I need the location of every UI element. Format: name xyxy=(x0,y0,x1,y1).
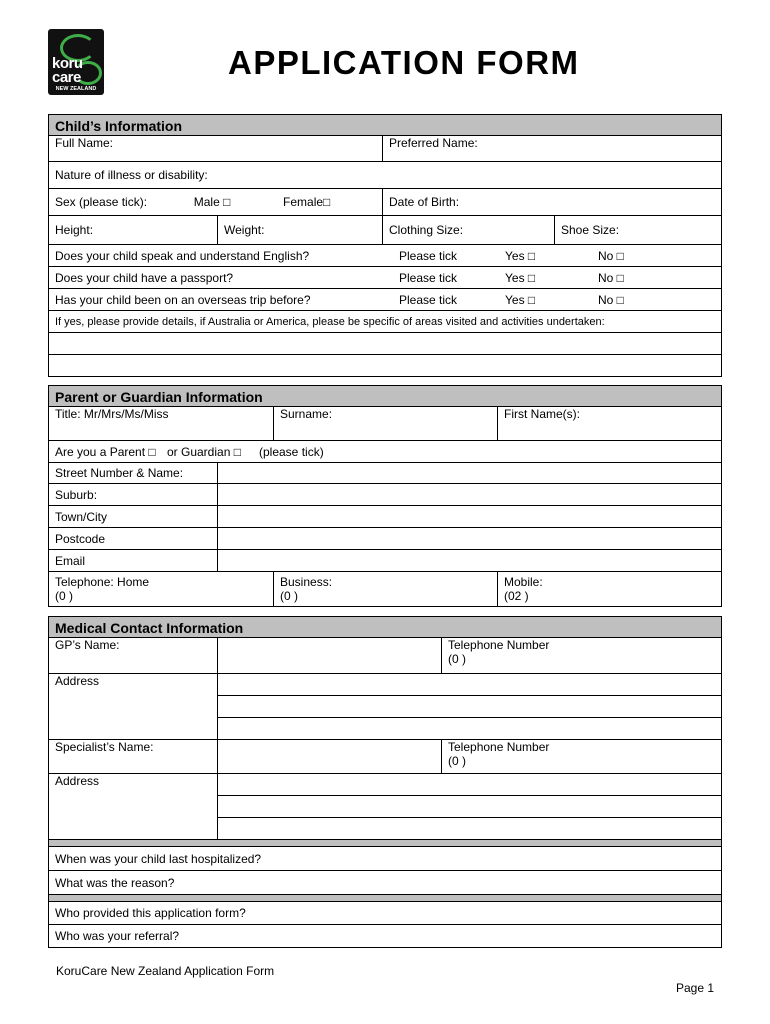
details-line[interactable] xyxy=(49,355,722,377)
divider xyxy=(49,840,722,847)
town-label: Town/City xyxy=(49,506,218,528)
section-heading: Child’s Information xyxy=(49,115,722,136)
reason-field[interactable]: What was the reason? xyxy=(49,871,722,895)
address-line[interactable] xyxy=(218,818,722,840)
postcode-input[interactable] xyxy=(218,528,722,550)
full-name-field[interactable]: Full Name: xyxy=(49,136,383,162)
page-number: Page 1 xyxy=(676,981,715,995)
female-checkbox[interactable]: Female□ xyxy=(283,195,331,209)
specialist-name-label: Specialist’s Name: xyxy=(49,740,218,774)
address-line[interactable] xyxy=(218,796,722,818)
yes-checkbox[interactable]: Yes □ xyxy=(505,270,536,285)
height-field[interactable]: Height: xyxy=(49,216,218,245)
page-title: APPLICATION FORM xyxy=(228,44,580,81)
please-tick-label: (please tick) xyxy=(259,444,324,459)
address-line[interactable] xyxy=(218,718,722,740)
address-line[interactable] xyxy=(218,696,722,718)
divider xyxy=(49,895,722,902)
street-input[interactable] xyxy=(218,463,722,484)
gp-name-label: GP’s Name: xyxy=(49,638,218,674)
logo-tagline: NEW ZEALAND xyxy=(55,86,97,92)
footer-text: KoruCare New Zealand Application Form xyxy=(56,964,275,978)
parent-checkbox[interactable]: Are you a Parent □ xyxy=(55,444,156,459)
preferred-name-field[interactable]: Preferred Name: xyxy=(383,136,722,162)
weight-field[interactable]: Weight: xyxy=(218,216,383,245)
korucare-logo xyxy=(48,29,104,95)
please-tick-label: Please tick xyxy=(399,248,458,263)
parent-guardian-section xyxy=(48,385,722,607)
mobile-phone-field[interactable]: Mobile: (02 ) xyxy=(498,572,722,607)
email-label: Email xyxy=(49,550,218,572)
specialist-address-label: Address xyxy=(49,774,218,840)
no-checkbox[interactable]: No □ xyxy=(598,292,624,307)
details-line[interactable] xyxy=(49,333,722,355)
no-checkbox[interactable]: No □ xyxy=(598,270,624,285)
clothing-size-field[interactable]: Clothing Size: xyxy=(383,216,555,245)
street-label: Street Number & Name: xyxy=(49,463,218,484)
shoe-size-field[interactable]: Shoe Size: xyxy=(555,216,722,245)
male-checkbox[interactable]: Male □ xyxy=(193,195,231,209)
home-phone-field[interactable]: Telephone: Home (0 ) xyxy=(49,572,274,607)
medical-contact-section xyxy=(48,616,722,948)
town-input[interactable] xyxy=(218,506,722,528)
title-field[interactable]: Title: Mr/Mrs/Ms/Miss xyxy=(49,407,274,441)
business-phone-field[interactable]: Business: (0 ) xyxy=(274,572,498,607)
passport-question-row xyxy=(49,267,722,289)
date-of-birth-field[interactable]: Date of Birth: xyxy=(383,189,722,216)
specialist-name-input[interactable] xyxy=(218,740,442,774)
details-label: If yes, please provide details, if Australia or America, please be specific of areas visited and activities undertaken: xyxy=(49,311,722,333)
question-label: Does your child have a passport? xyxy=(55,270,234,285)
email-input[interactable] xyxy=(218,550,722,572)
gp-name-input[interactable] xyxy=(218,638,442,674)
first-names-field[interactable]: First Name(s): xyxy=(498,407,722,441)
provided-by-field[interactable]: Who provided this application form? xyxy=(49,902,722,925)
question-label: Has your child been on an overseas trip before? xyxy=(55,292,311,307)
yes-checkbox[interactable]: Yes □ xyxy=(505,248,536,263)
sex-label: Sex (please tick): xyxy=(55,195,148,209)
surname-field[interactable]: Surname: xyxy=(274,407,498,441)
question-label: Does your child speak and understand English? xyxy=(55,248,310,263)
hospitalized-field[interactable]: When was your child last hospitalized? xyxy=(49,847,722,871)
section-heading: Medical Contact Information xyxy=(49,617,722,638)
sex-field xyxy=(49,189,383,216)
address-line[interactable] xyxy=(218,674,722,696)
suburb-label: Suburb: xyxy=(49,484,218,506)
specialist-telephone-field[interactable]: Telephone Number (0 ) xyxy=(442,740,722,774)
section-heading: Parent or Guardian Information xyxy=(49,386,722,407)
suburb-input[interactable] xyxy=(218,484,722,506)
logo-text: koru care xyxy=(52,55,83,86)
address-line[interactable] xyxy=(218,774,722,796)
parent-or-guardian-row xyxy=(49,441,722,463)
please-tick-label: Please tick xyxy=(399,292,458,307)
english-question-row xyxy=(49,245,722,267)
referral-field[interactable]: Who was your referral? xyxy=(49,925,722,948)
overseas-question-row xyxy=(49,289,722,311)
no-checkbox[interactable]: No □ xyxy=(598,248,624,263)
guardian-checkbox[interactable]: or Guardian □ xyxy=(167,444,241,459)
gp-address-label: Address xyxy=(49,674,218,740)
yes-checkbox[interactable]: Yes □ xyxy=(505,292,536,307)
gp-telephone-field[interactable]: Telephone Number (0 ) xyxy=(442,638,722,674)
illness-field[interactable]: Nature of illness or disability: xyxy=(49,162,722,189)
childs-information-section xyxy=(48,114,722,377)
please-tick-label: Please tick xyxy=(399,270,458,285)
postcode-label: Postcode xyxy=(49,528,218,550)
